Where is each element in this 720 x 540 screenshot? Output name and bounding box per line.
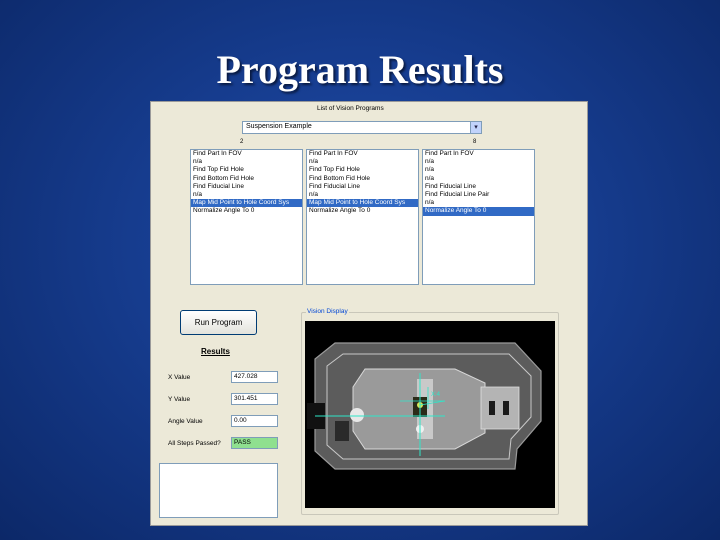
results-title: Results bbox=[201, 347, 230, 356]
program-select-value: Suspension Example bbox=[246, 123, 312, 130]
x-value-label: X Value bbox=[168, 374, 191, 381]
list-item-selected[interactable]: Normalize Angle To 0 bbox=[423, 207, 534, 215]
list-item[interactable]: Find Part In FOV bbox=[193, 150, 242, 157]
vision-display-label: Vision Display bbox=[307, 308, 348, 315]
step-list-2[interactable] bbox=[306, 149, 419, 285]
list-item[interactable]: n/a bbox=[309, 190, 319, 198]
list-item[interactable]: n/a bbox=[425, 174, 435, 182]
list-item[interactable]: Find Fiducial Line Pair bbox=[425, 190, 490, 198]
list-item[interactable]: n/a bbox=[425, 166, 435, 174]
run-program-button[interactable]: Run Program bbox=[180, 310, 257, 335]
vision-display-image[interactable] bbox=[305, 321, 555, 508]
list-item[interactable]: Normalize Angle To 0 bbox=[309, 207, 371, 215]
program-select[interactable] bbox=[242, 121, 482, 134]
list-item[interactable]: Find Fiducial Line bbox=[309, 182, 360, 190]
list-item[interactable]: Find Bottom Fid Hole bbox=[193, 174, 255, 182]
chevron-down-icon[interactable]: ▾ bbox=[470, 122, 481, 133]
list-item-selected[interactable]: Map Mid Point to Hole Coord Sys bbox=[191, 199, 302, 207]
list-item[interactable]: n/a bbox=[425, 158, 435, 166]
x-value-field[interactable]: 427.028 bbox=[231, 371, 278, 383]
y-value-label: Y Value bbox=[168, 396, 191, 403]
slide-title: Program Results bbox=[216, 47, 504, 92]
list-item-selected[interactable]: Map Mid Point to Hole Coord Sys bbox=[307, 199, 418, 207]
angle-value-label: Angle Value bbox=[168, 418, 203, 425]
list-item[interactable]: Find Top Fid Hole bbox=[193, 166, 244, 174]
column-marker-1: 2 bbox=[240, 139, 244, 145]
list-item[interactable]: Find Fiducial Line bbox=[193, 182, 244, 190]
list-item[interactable]: n/a bbox=[425, 199, 435, 207]
step-list-1[interactable] bbox=[190, 149, 303, 285]
all-steps-passed-field[interactable]: PASS bbox=[231, 437, 278, 449]
list-item[interactable]: n/a bbox=[193, 190, 203, 198]
y-value-field[interactable]: 301.451 bbox=[231, 393, 278, 405]
all-steps-passed-label: All Steps Passed? bbox=[168, 440, 221, 447]
list-item[interactable]: n/a bbox=[193, 158, 203, 166]
angle-value-field[interactable]: 0.00 bbox=[231, 415, 278, 427]
list-item[interactable]: Normalize Angle To 0 bbox=[193, 207, 255, 215]
list-item[interactable]: n/a bbox=[309, 158, 319, 166]
list-item[interactable]: Find Top Fid Hole bbox=[309, 166, 360, 174]
column-marker-2: 8 bbox=[473, 139, 477, 145]
list-item[interactable]: Find Part In FOV bbox=[309, 150, 358, 157]
list-header: List of Vision Programs bbox=[317, 105, 384, 112]
step-list-3[interactable] bbox=[422, 149, 535, 285]
log-textarea[interactable] bbox=[159, 463, 278, 518]
list-item[interactable]: Find Fiducial Line bbox=[425, 182, 476, 190]
vision-readout: X:4 bbox=[431, 392, 441, 398]
part-image bbox=[305, 321, 555, 508]
vision-program-window bbox=[150, 101, 588, 526]
list-item[interactable]: Find Bottom Fid Hole bbox=[309, 174, 371, 182]
list-item[interactable]: Find Part In FOV bbox=[425, 150, 474, 157]
